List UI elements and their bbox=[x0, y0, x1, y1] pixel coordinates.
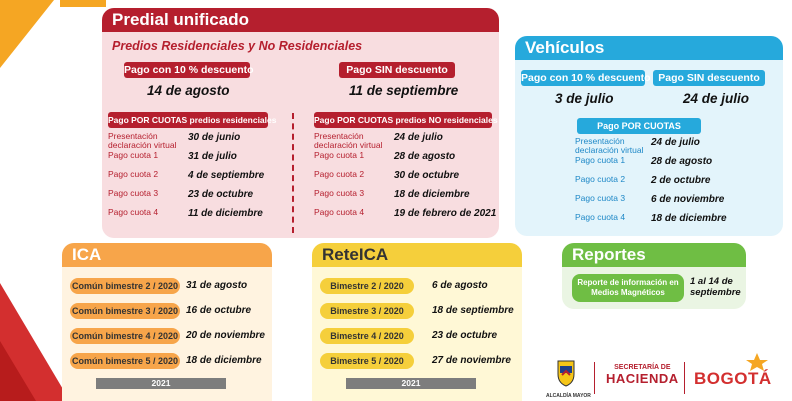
vehiculos-cuotas-header: Pago POR CUOTAS bbox=[577, 118, 701, 134]
corner-decoration-top bbox=[0, 0, 54, 68]
schedule-row: Pago cuota 4 11 de diciembre bbox=[108, 207, 263, 219]
vehiculos-panel bbox=[515, 36, 783, 236]
predial-nonresidential-header: Pago POR CUOTAS predios NO residenciales bbox=[314, 112, 492, 128]
reteica-row-label: Bimestre 2 / 2020 bbox=[320, 278, 414, 294]
reteica-row-label: Bimestre 4 / 2020 bbox=[320, 328, 414, 344]
predial-nodiscount-date: 11 de septiembre bbox=[349, 83, 459, 98]
hacienda-text: HACIENDA bbox=[606, 371, 679, 386]
predial-discount-label: Pago con 10 % descuento bbox=[124, 64, 254, 76]
logo-divider bbox=[684, 362, 685, 394]
ica-row-date: 18 de diciembre bbox=[186, 355, 262, 366]
star-icon bbox=[742, 352, 772, 372]
predial-residential-header: Pago POR CUOTAS predios residenciales bbox=[108, 112, 268, 128]
ica-row-date: 16 de octubre bbox=[186, 305, 252, 316]
ica-year-bar: 2021 bbox=[96, 378, 226, 389]
reteica-year-bar: 2021 bbox=[346, 378, 476, 389]
alcaldia-logo bbox=[546, 358, 591, 400]
logo-divider bbox=[594, 362, 595, 394]
vehiculos-schedule bbox=[575, 137, 775, 232]
ica-row-date: 31 de agosto bbox=[186, 280, 248, 291]
schedule-row: Pago cuota 3 23 de octubre bbox=[108, 188, 254, 200]
alcaldia-text: ALCALDÍA MAYOR bbox=[546, 393, 591, 399]
schedule-row: Presentación declaración virtual 24 de julio bbox=[575, 136, 700, 155]
predial-separator bbox=[292, 113, 294, 233]
reteica-row-date: 18 de septiembre bbox=[432, 305, 514, 316]
reportes-title: Reportes bbox=[562, 243, 746, 267]
schedule-row: Pago cuota 4 18 de diciembre bbox=[575, 212, 727, 224]
bogota-logo bbox=[694, 356, 772, 389]
reportes-label: Reporte de información en Medios Magnéticos bbox=[572, 274, 684, 302]
ica-row-label: Común bimestre 3 / 2020 bbox=[70, 303, 180, 319]
secretaria-text: SECRETARÍA DE bbox=[614, 364, 671, 371]
predial-nodiscount-label: Pago SIN descuento bbox=[339, 62, 455, 78]
schedule-row: Presentación declaración virtual 30 de junio bbox=[108, 131, 241, 150]
ica-row-label: Común bimestre 4 / 2020 bbox=[70, 328, 180, 344]
schedule-row: Pago cuota 3 18 de diciembre bbox=[314, 188, 470, 200]
vehiculos-discount-label: Pago con 10 % descuento bbox=[521, 72, 651, 84]
schedule-row: Pago cuota 4 19 de febrero de 2021 bbox=[314, 207, 497, 219]
predial-residential-schedule bbox=[108, 132, 288, 227]
predial-discount-date: 14 de agosto bbox=[147, 83, 230, 98]
reteica-row-date: 6 de agosto bbox=[432, 280, 488, 291]
ica-title: ICA bbox=[62, 243, 272, 267]
schedule-row: Pago cuota 3 6 de noviembre bbox=[575, 193, 725, 205]
reteica-row-label: Bimestre 5 / 2020 bbox=[320, 353, 414, 369]
predial-nonresidential-schedule bbox=[314, 132, 496, 227]
bogota-text: BOGOTÁ bbox=[694, 369, 772, 388]
reteica-title: ReteICA bbox=[312, 243, 522, 267]
predial-subtitle: Predios Residenciales y No Residenciales bbox=[112, 39, 363, 53]
schedule-row: Pago cuota 2 4 de septiembre bbox=[108, 169, 265, 181]
reteica-row-date: 23 de octubre bbox=[432, 330, 498, 341]
schedule-row: Pago cuota 2 30 de octubre bbox=[314, 169, 460, 181]
corner-decoration-bottom-dark bbox=[0, 341, 36, 401]
schedule-row: Pago cuota 1 28 de agosto bbox=[314, 150, 456, 162]
ica-panel bbox=[62, 243, 272, 401]
ica-row-date: 20 de noviembre bbox=[186, 330, 265, 341]
top-strip-decoration bbox=[60, 0, 106, 7]
hacienda-logo bbox=[606, 364, 679, 386]
predial-panel bbox=[102, 8, 499, 238]
coat-of-arms-icon bbox=[550, 358, 582, 388]
schedule-row: Pago cuota 1 28 de agosto bbox=[575, 155, 713, 167]
reteica-row-label: Bimestre 3 / 2020 bbox=[320, 303, 414, 319]
vehiculos-nodiscount-date: 24 de julio bbox=[683, 91, 750, 106]
vehiculos-title: Vehículos bbox=[515, 36, 783, 60]
ica-row-label: Común bimestre 5 / 2020 bbox=[70, 353, 180, 369]
vehiculos-nodiscount-label: Pago SIN descuento bbox=[653, 70, 765, 86]
predial-title: Predial unificado bbox=[102, 8, 499, 32]
schedule-row: Pago cuota 1 31 de julio bbox=[108, 150, 237, 162]
schedule-row: Pago cuota 2 2 de octubre bbox=[575, 174, 711, 186]
reteica-row-date: 27 de noviembre bbox=[432, 355, 511, 366]
reteica-panel bbox=[312, 243, 522, 401]
reportes-date: 1 al 14 de septiembre bbox=[690, 276, 741, 298]
vehiculos-discount-date: 3 de julio bbox=[555, 91, 614, 106]
reportes-panel bbox=[562, 243, 746, 309]
ica-row-label: Común bimestre 2 / 2020 bbox=[70, 278, 180, 294]
schedule-row: Presentación declaración virtual 24 de julio bbox=[314, 131, 443, 150]
